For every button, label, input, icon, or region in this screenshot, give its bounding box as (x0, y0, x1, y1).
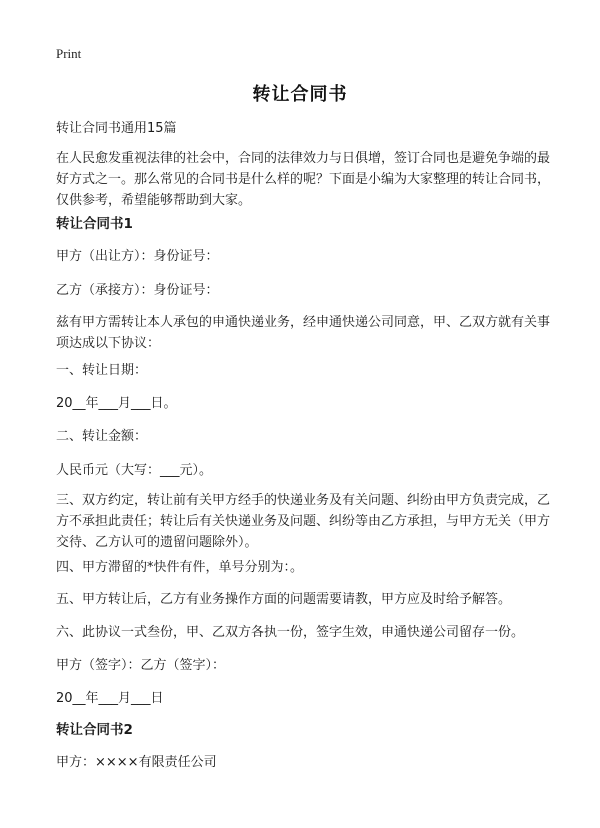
party-b-line: 乙方（承接方）：身份证号： (56, 283, 219, 298)
print-link[interactable]: Print (56, 46, 82, 61)
party-a-line: 甲方（出让方）：身份证号： (56, 249, 219, 264)
section-heading-1: 转让合同书1 (56, 216, 133, 232)
section-heading-2: 转让合同书2 (56, 722, 133, 738)
intro-paragraph: 在人民愈发重视法律的社会中，合同的法律效力与日俱增，签订合同也是避免争端的最好方式之一。那么常见的合同书是什么样的呢？下面是小编为大家整理的转让合同书，仅供参考，希望能够帮助到大家。 (56, 151, 551, 208)
item-1-value: 20__年___月___日。 (56, 396, 177, 411)
signature-line: 甲方（签字）：乙方（签字）： (56, 658, 226, 673)
item-4-paragraph: 四、甲方滞留的*快件有件，单号分别为：。 (56, 560, 304, 575)
item-1-title: 一、转让日期： (56, 363, 148, 378)
document-title: 转让合同书 (252, 84, 348, 105)
item-3-paragraph: 三、双方约定，转让前有关甲方经手的快递业务及有关问题、纠纷由甲方负责完成，乙方不承担此责任；转让后有关快递业务及问题、纠纷等由乙方承担，与甲方无关（甲方交待、乙方认可的遗留问题除外）。 (56, 493, 551, 550)
item-2-value: 人民币元（大写：___元）。 (56, 463, 213, 478)
section-2-party-a: 甲方：××××有限责任公司 (56, 755, 217, 770)
preamble-paragraph: 兹有甲方需转让本人承包的申通快递业务，经申通快递公司同意，甲、乙双方就有关事项达成以下协议： (56, 315, 551, 351)
item-6-paragraph: 六、此协议一式叁份，甲、乙双方各执一份，签字生效，申通快递公司留存一份。 (56, 625, 525, 640)
item-5-paragraph: 五、甲方转让后，乙方有业务操作方面的问题需要请教，甲方应及时给予解答。 (56, 592, 512, 607)
document-subtitle: 转让合同书通用15篇 (56, 121, 177, 136)
item-2-title: 二、转让金额： (56, 429, 148, 444)
signature-date: 20__年___月___日 (56, 691, 164, 706)
